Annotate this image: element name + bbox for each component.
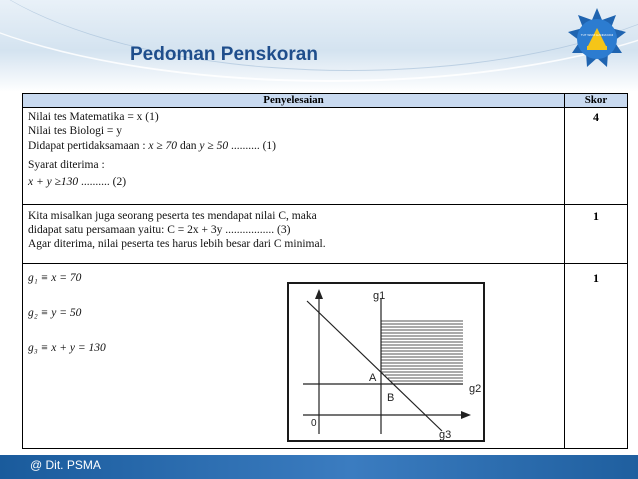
- label-g2: g2: [469, 383, 482, 395]
- header-score: Skor: [584, 94, 608, 106]
- row2-line3: Agar diterima, nilai peserta tes harus lebih besar dari C minimal.: [28, 238, 326, 250]
- row2-line2: didapat satu persamaan yaitu: C = 2x + 3y ................. (3): [28, 224, 291, 236]
- row3-score: 1: [593, 271, 599, 285]
- label-point-b: B: [387, 392, 395, 404]
- footer-credit: @ Dit. PSMA: [30, 458, 101, 472]
- equation-g3: g₃ ≡ x + y = 130: [28, 342, 106, 354]
- row1-line2: Nilai tes Biologi = y: [28, 125, 123, 137]
- solution-cell: [23, 205, 565, 263]
- equation-g1: g₁ ≡ x = 70: [28, 272, 82, 284]
- graph-canvas: [289, 284, 483, 440]
- row2-score: 1: [593, 209, 599, 223]
- shaded-region: [381, 321, 463, 381]
- row1-line1: Nilai tes Matematika = x (1): [28, 111, 159, 123]
- row2-line1: Kita misalkan juga seorang peserta tes mendapat nilai C, maka: [28, 210, 317, 222]
- label-point-a: A: [369, 372, 377, 384]
- logo-lettering: TUT WURI HANDAYANI: [580, 33, 614, 37]
- row1-line5-suffix: .......... (2): [81, 176, 127, 188]
- equation-g2: g₂ ≡ y = 50: [28, 307, 82, 319]
- inequality-y: y ≥ 50: [199, 140, 229, 152]
- solution-cell: [23, 108, 565, 204]
- table-row: [23, 108, 627, 205]
- footer-bar: [0, 455, 638, 479]
- row1-line3-prefix: Didapat pertidaksamaan :: [28, 140, 146, 152]
- label-g1: g1: [373, 290, 386, 302]
- region-graph: [287, 282, 485, 442]
- row1-line3: [28, 139, 276, 153]
- table-header: [23, 94, 627, 108]
- label-g3: g3: [439, 429, 452, 440]
- row1-line3-suffix: .......... (1): [230, 140, 277, 152]
- inequality-x: x ≥ 70: [148, 140, 178, 152]
- x-axis-arrow-icon: [461, 411, 471, 419]
- row1-line3-mid: dan: [179, 140, 197, 152]
- row1-line5: [28, 175, 126, 189]
- header-band: [0, 0, 638, 92]
- y-axis-arrow-icon: [315, 289, 323, 299]
- inequality-sum: x + y ≥130: [28, 176, 79, 188]
- row1-line4: Syarat diterima :: [28, 159, 105, 171]
- label-origin: 0: [311, 418, 317, 429]
- row1-score: 4: [593, 110, 599, 124]
- slide-title: Pedoman Penskoran: [130, 44, 318, 65]
- header-solution: Penyelesaian: [23, 94, 565, 107]
- ministry-logo-icon: [564, 6, 630, 72]
- table-row: [23, 205, 627, 264]
